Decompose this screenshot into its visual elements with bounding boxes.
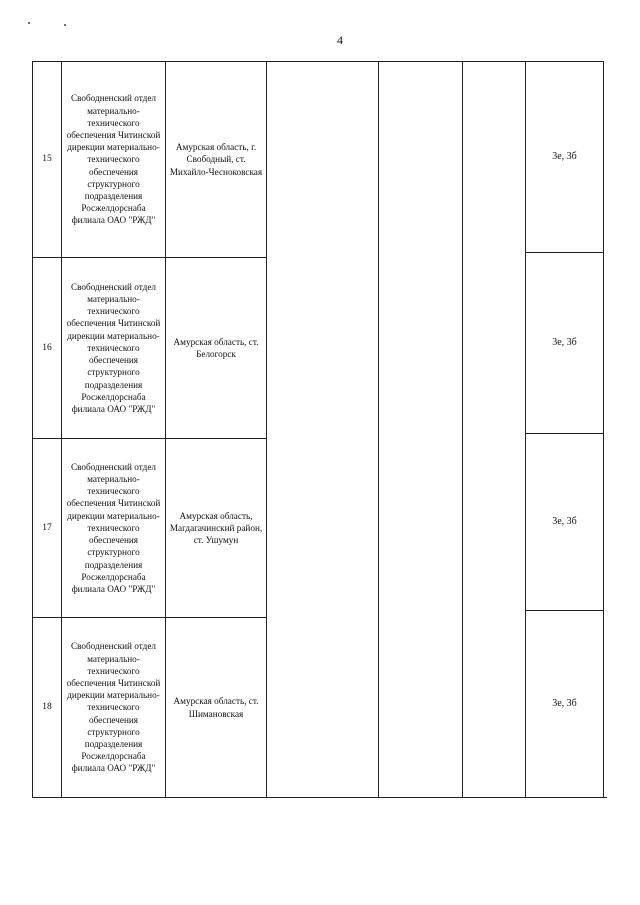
- organization-name: Свободненский отдел материально-технического обеспечения Читинской дирекции материально-технического обеспечения структурного подразделения Росжелдорснаба филиала ОАО "РЖД": [66, 93, 161, 226]
- organization-name: Свободненский отдел материально-технического обеспечения Читинской дирекции материально-технического обеспечения структурного подразделения Росжелдорснаба филиала ОАО "РЖД": [66, 461, 161, 594]
- table-border-right: [603, 61, 604, 798]
- row-number: 15: [42, 154, 52, 165]
- codes: 3е, 3б: [552, 150, 577, 162]
- row-number: 18: [42, 702, 52, 713]
- organization-name: Свободненский отдел материально-технического обеспечения Читинской дирекции материально-технического обеспечения структурного подразделения Росжелдорснаба филиала ОАО "РЖД": [66, 281, 161, 414]
- column-divider: [378, 61, 379, 798]
- row-number: 17: [42, 522, 52, 533]
- row-number: 16: [42, 342, 52, 353]
- address: Амурская область, Магдагачинский район, ст. Ушумун: [169, 510, 263, 546]
- column-divider: [462, 61, 463, 798]
- column-divider: [266, 61, 267, 798]
- page-number: 4: [337, 33, 343, 47]
- address: Амурская область, ст. Белогорск: [173, 336, 259, 359]
- codes: 3е, 3б: [552, 697, 577, 709]
- address: Амурская область, г. Свободный, ст. Михайло-Чесноковская: [169, 142, 263, 177]
- table-border-bottom: [33, 797, 607, 798]
- organization-name: Свободненский отдел материально-технического обеспечения Читинской дирекции материально-технического обеспечения структурного подразделения Росжелдорснаба филиала ОАО "РЖД": [66, 641, 161, 774]
- codes: 3е, 3б: [552, 515, 577, 527]
- codes: 3е, 3б: [552, 336, 577, 348]
- address: Амурская область, ст. Шимановская: [173, 696, 259, 719]
- column-divider: [61, 61, 62, 798]
- column-divider: [165, 61, 166, 798]
